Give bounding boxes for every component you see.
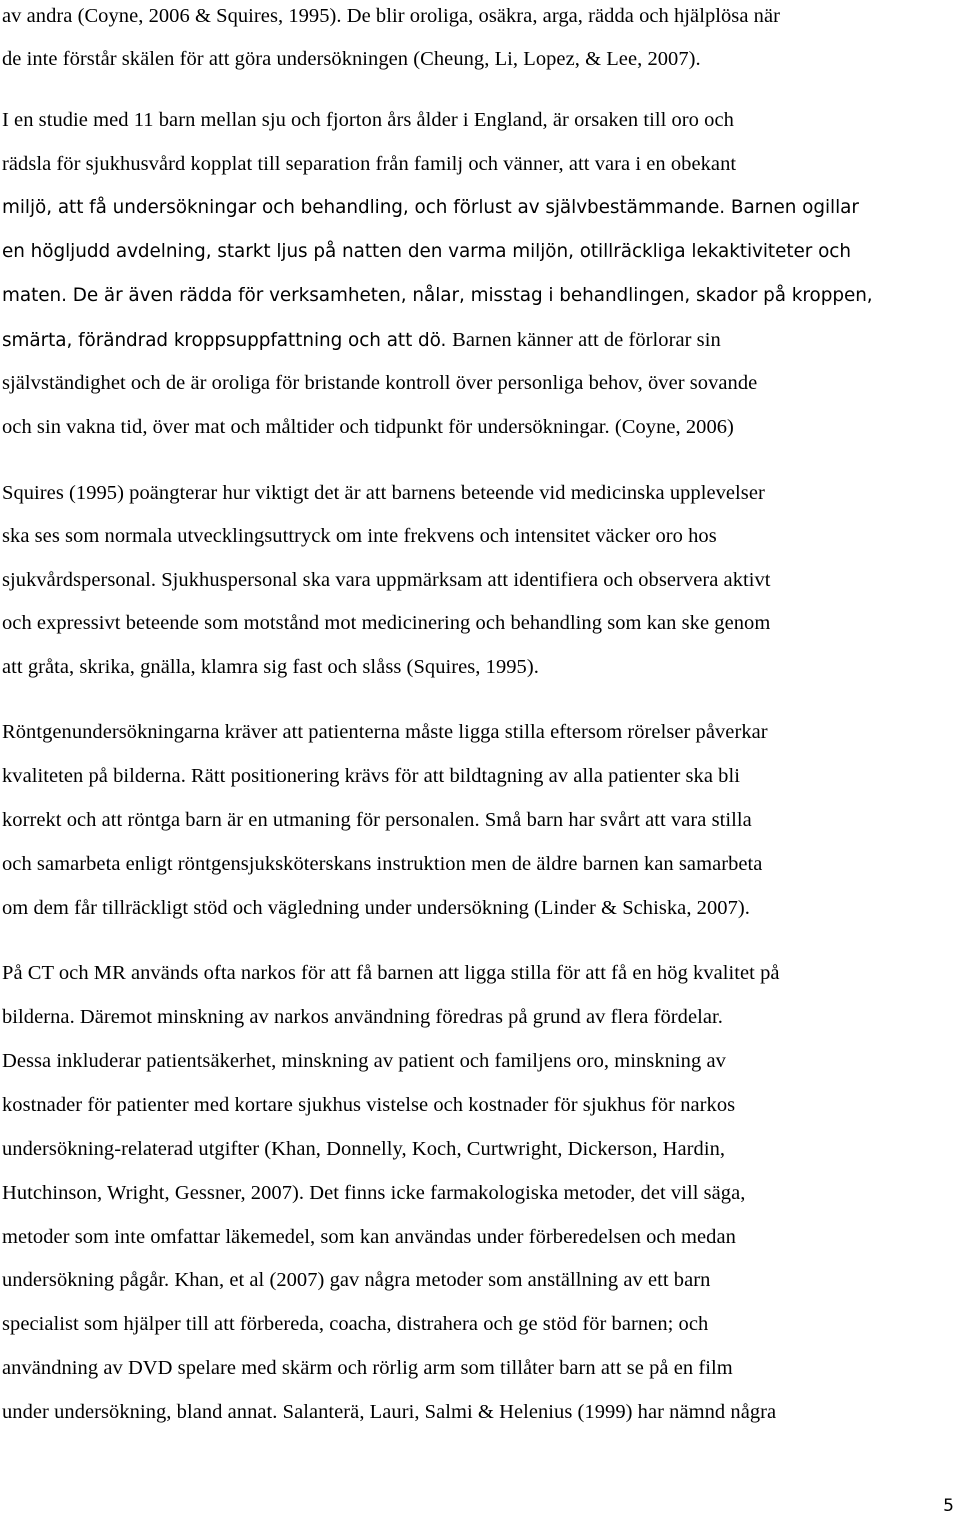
text-span: och expressivt beteende som motstånd mot medicinering och behandling som kan ske genom bbox=[2, 612, 771, 634]
text-line bbox=[2, 368, 958, 398]
text-span: rädsla för sjukhusvård kopplat till separation från familj och vänner, att vara i en obekant bbox=[2, 153, 737, 175]
text-line bbox=[2, 1, 958, 31]
text-span: att gråta, skrika, gnälla, klamra sig fast och slåss (Squires, 1995). bbox=[2, 656, 539, 678]
text-line bbox=[2, 281, 958, 311]
text-line bbox=[2, 1046, 958, 1076]
text-line bbox=[2, 608, 958, 638]
text-span: sjukvårdspersonal. Sjukhuspersonal ska vara uppmärksam att identifiera och observera aktivt bbox=[2, 569, 771, 591]
text-span: korrekt och att röntga barn är en utmaning för personalen. Små barn har svårt att vara stilla bbox=[2, 809, 752, 831]
text-line bbox=[2, 105, 958, 135]
text-span: Barnen ogillar bbox=[730, 197, 859, 218]
text-span: och sin vakna tid, över mat och måltider och tidpunkt för undersökningar. (Coyne, 2006) bbox=[2, 416, 734, 438]
text-line bbox=[2, 1178, 958, 1208]
text-line bbox=[2, 1397, 958, 1427]
text-line bbox=[2, 521, 958, 551]
text-span: Hutchinson, Wright, Gessner, 2007). Det finns icke farmakologiska metoder, det vill säga, bbox=[2, 1182, 746, 1204]
text-line bbox=[2, 849, 958, 879]
page-number: 5 bbox=[943, 1496, 954, 1516]
text-span: smärta, förändrad kroppsuppfattning och att dö. bbox=[2, 330, 453, 351]
text-line bbox=[2, 325, 958, 356]
text-line bbox=[2, 761, 958, 791]
text-span: under undersökning, bland annat. Salanterä, Lauri, Salmi & Helenius (1999) har nämnd några bbox=[2, 1401, 777, 1423]
text-span: kostnader för patienter med kortare sjukhus vistelse och kostnader för sjukhus för narkos bbox=[2, 1094, 736, 1116]
text-span: Squires (1995) poängterar hur viktigt det är att barnens beteende vid medicinska upplevelser bbox=[2, 482, 765, 504]
text-span: och samarbeta enligt röntgensjuksköterskans instruktion men de äldre barnen kan samarbeta bbox=[2, 853, 763, 875]
text-span: Röntgenundersökningarna kräver att patienterna måste ligga stilla eftersom rörelser påverkar bbox=[2, 721, 768, 743]
text-line bbox=[2, 652, 958, 682]
text-span: Dessa inkluderar patientsäkerhet, minskning av patient och familjens oro, minskning av bbox=[2, 1050, 726, 1072]
text-line bbox=[2, 237, 958, 267]
text-span: maten. bbox=[2, 285, 73, 306]
text-span: de inte förstår skälen för att göra undersökningen (Cheung, Li, Lopez, & Lee, 2007). bbox=[2, 48, 701, 70]
text-span: metoder som inte omfattar läkemedel, som kan användas under förberedelsen och medan bbox=[2, 1226, 736, 1248]
text-span: självständighet och de är oroliga för bristande kontroll över personliga behov, över sovande bbox=[2, 372, 758, 394]
text-line bbox=[2, 958, 958, 988]
text-line bbox=[2, 1090, 958, 1120]
text-span: bilderna. Däremot minskning av narkos användning föredras på grund av flera fördelar. bbox=[2, 1006, 723, 1028]
text-line bbox=[2, 1134, 958, 1164]
text-span: På CT och MR används ofta narkos för att få barnen att ligga stilla för att få en hög kvalitet på bbox=[2, 962, 780, 984]
text-line bbox=[2, 565, 958, 595]
text-span: I en studie med 11 barn mellan sju och fjorton års ålder i England, är orsaken till oro och bbox=[2, 109, 734, 131]
text-line bbox=[2, 149, 958, 179]
text-line bbox=[2, 478, 958, 508]
text-span: undersökning-relaterad utgifter (Khan, Donnelly, Koch, Curtwright, Dickerson, Hardin, bbox=[2, 1138, 726, 1160]
text-span: miljö, att få undersökningar och behandling, och förlust av självbestämmande. bbox=[2, 197, 731, 218]
text-line bbox=[2, 193, 958, 223]
text-span: om dem får tillräckligt stöd och vägledning under undersökning (Linder & Schiska, 2007). bbox=[2, 897, 750, 919]
text-span: specialist som hjälper till att förbereda, coacha, distrahera och ge stöd för barnen; och bbox=[2, 1313, 709, 1335]
text-line bbox=[2, 1353, 958, 1383]
text-line bbox=[2, 1002, 958, 1032]
text-span: användning av DVD spelare med skärm och rörlig arm som tillåter barn att se på en film bbox=[2, 1357, 733, 1379]
text-line bbox=[2, 1222, 958, 1252]
text-line bbox=[2, 1265, 958, 1295]
text-span: kvaliteten på bilderna. Rätt positionering krävs för att bildtagning av alla patienter ska bli bbox=[2, 765, 740, 787]
text-span: av andra (Coyne, 2006 & Squires, 1995). De blir oroliga, osäkra, arga, rädda och hjälplösa när bbox=[2, 5, 780, 27]
text-line bbox=[2, 44, 958, 74]
text-line bbox=[2, 1309, 958, 1339]
text-line bbox=[2, 412, 958, 442]
text-line bbox=[2, 717, 958, 747]
text-span: undersökning pågår. Khan, et al (2007) gav några metoder som anställning av ett barn bbox=[2, 1269, 711, 1291]
text-span: ska ses som normala utvecklingsuttryck om inte frekvens och intensitet väcker oro hos bbox=[2, 525, 717, 547]
text-span: en högljudd avdelning, starkt ljus på natten den varma miljön, otillräckliga lekaktiviteter och bbox=[2, 241, 851, 262]
text-line bbox=[2, 805, 958, 835]
text-span: Barnen känner att de förlorar sin bbox=[452, 329, 721, 351]
text-line bbox=[2, 893, 958, 923]
text-span: De är även rädda för verksamheten, nålar, misstag i behandlingen, skador på kroppen, bbox=[72, 285, 873, 306]
